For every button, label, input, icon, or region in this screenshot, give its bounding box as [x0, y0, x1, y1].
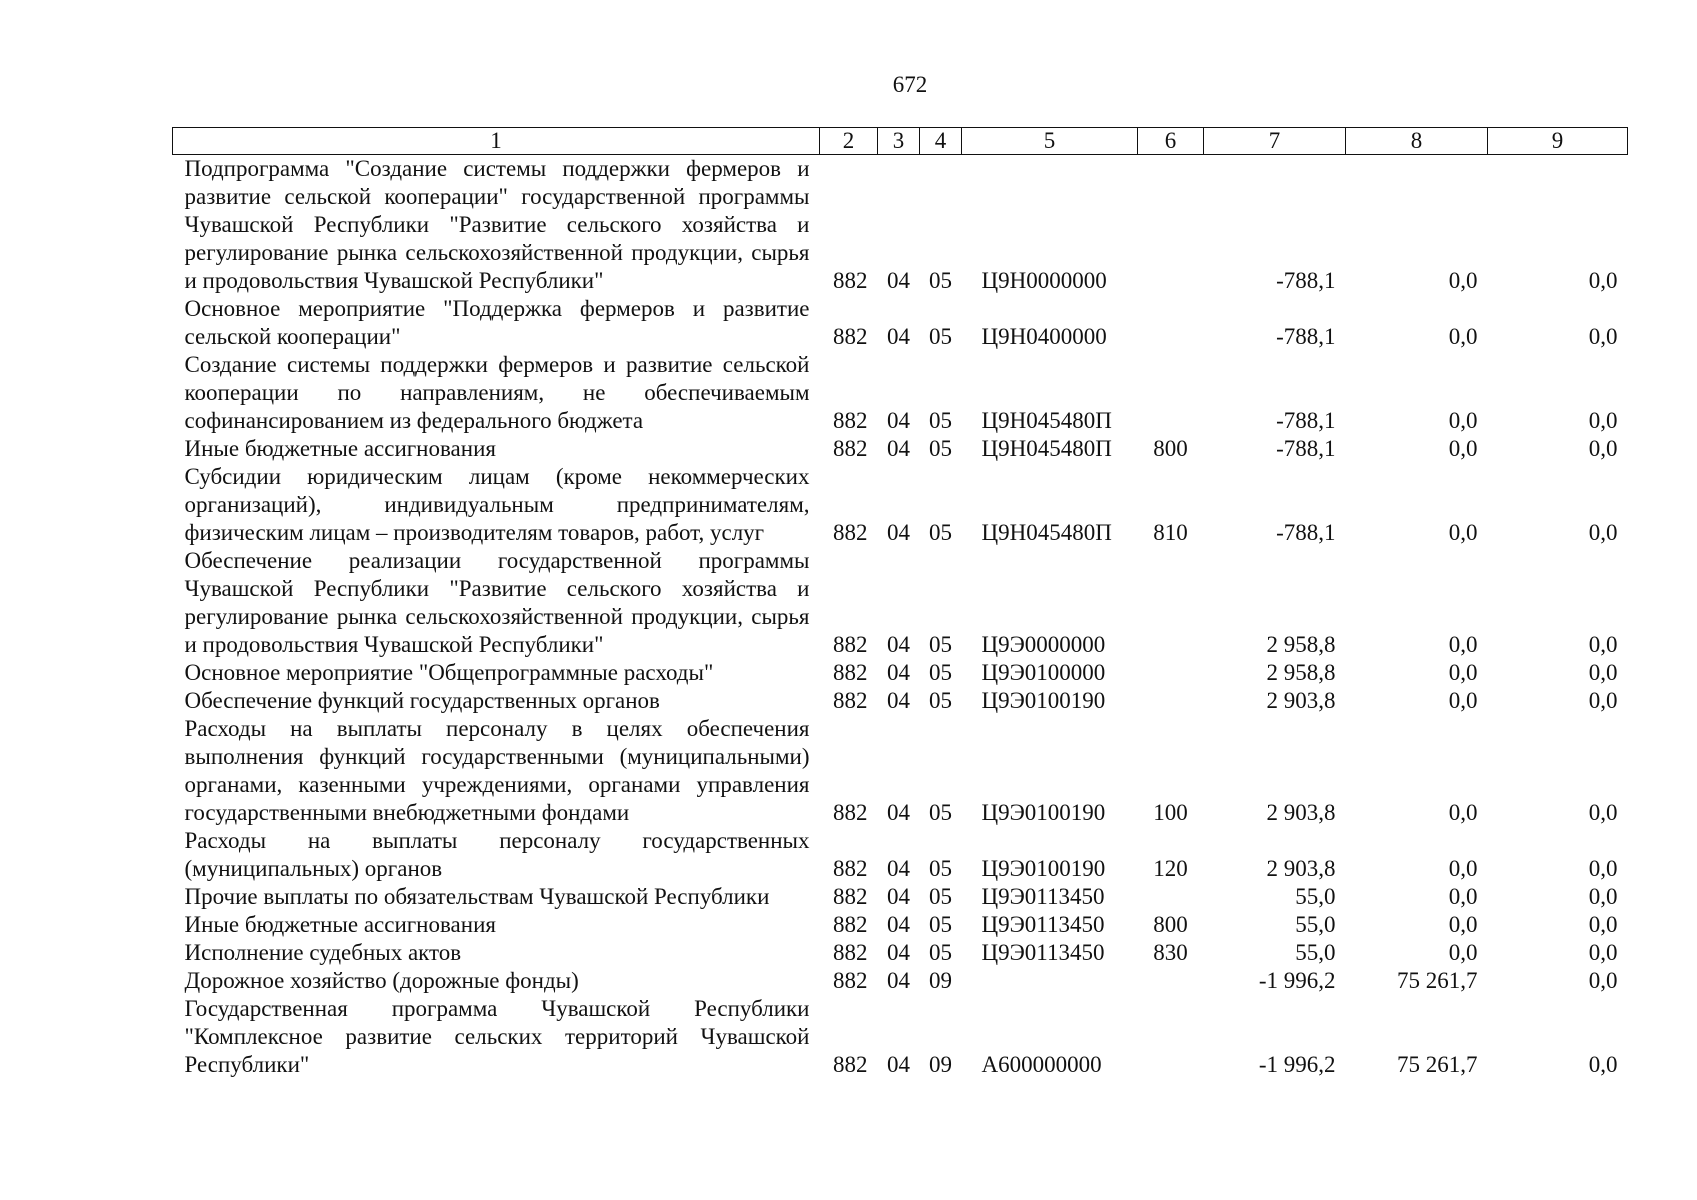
row-expense-type: 120	[1153, 856, 1188, 881]
row-amount-col9: 0,0	[1588, 436, 1618, 461]
row-amount-col9: 0,0	[1588, 800, 1618, 825]
row-expense-type	[1138, 155, 1204, 296]
row-section-code: 04	[887, 660, 910, 685]
row-amount-col7: 2 958,8	[1266, 632, 1336, 657]
row-subsection-code: 05	[929, 912, 952, 937]
row-amount-col8: 0,0	[1448, 268, 1478, 293]
row-subsection-code: 05	[929, 884, 952, 909]
row-ministry-code: 882	[833, 800, 868, 825]
row-subsection-code: 05	[929, 268, 952, 293]
row-amount-col8: 0,0	[1448, 632, 1478, 657]
row-amount-col7: 2 903,8	[1266, 856, 1336, 881]
row-target-article: Ц9Э0100000	[981, 660, 1106, 685]
table-row	[173, 351, 1628, 435]
header-col-6: 6	[1138, 128, 1204, 155]
row-description: Основное мероприятие "Поддержка фермеров и развитие сельской кооперации"	[184, 296, 810, 349]
row-section-code: 04	[887, 968, 910, 993]
row-section-code: 04	[887, 632, 910, 657]
table-row	[173, 155, 1628, 296]
row-expense-type	[1138, 995, 1204, 1079]
row-amount-col7: -1 996,2	[1258, 968, 1336, 993]
row-amount-col7: -788,1	[1276, 268, 1336, 293]
row-target-article: Ц9Н045480П	[981, 408, 1112, 433]
row-amount-col9: 0,0	[1588, 940, 1618, 965]
header-col-1: 1	[173, 128, 820, 155]
table-row	[173, 995, 1628, 1079]
row-amount-col7: 2 903,8	[1266, 688, 1336, 713]
row-section-code: 04	[887, 940, 910, 965]
row-amount-col7: 55,0	[1295, 912, 1336, 937]
row-expense-type	[1138, 883, 1204, 911]
row-description: Подпрограмма "Создание системы поддержки фермеров и развитие сельской кооперации" государственной программы Чувашской Республики "Развитие сельского хозяйства и регулирование рынка сельскохозяйственной продукции, сырья и продовольствия Чувашской Республики"	[184, 156, 810, 293]
row-amount-col7: -788,1	[1276, 436, 1336, 461]
row-expense-type	[1138, 547, 1204, 659]
page-number: 672	[892, 72, 928, 97]
row-section-code: 04	[887, 688, 910, 713]
row-amount-col7: -1 996,2	[1258, 1052, 1336, 1077]
row-target-article: Ц9Н045480П	[981, 436, 1112, 461]
row-expense-type: 810	[1153, 520, 1188, 545]
row-target-article	[962, 967, 1138, 995]
row-amount-col7: -788,1	[1276, 324, 1336, 349]
row-amount-col8: 0,0	[1448, 436, 1478, 461]
row-expense-type	[1138, 295, 1204, 351]
row-target-article: Ц9Э0113450	[981, 884, 1105, 909]
table-body	[173, 155, 1628, 1080]
row-ministry-code: 882	[833, 520, 868, 545]
budget-table	[172, 127, 1628, 1079]
table-row	[173, 547, 1628, 659]
row-ministry-code: 882	[833, 436, 868, 461]
row-section-code: 04	[887, 268, 910, 293]
row-description: Расходы на выплаты персоналу в целях обеспечения выполнения функций государственными (муниципальными) органами, казенными учреждениями, органами управления государственными внебюджетными фондами	[184, 716, 810, 825]
row-description: Иные бюджетные ассигнования	[184, 912, 496, 937]
row-amount-col9: 0,0	[1588, 660, 1618, 685]
row-subsection-code: 09	[929, 968, 952, 993]
row-amount-col7: 2 903,8	[1266, 800, 1336, 825]
row-description: Субсидии юридическим лицам (кроме некоммерческих организаций), индивидуальным предпринимателям, физическим лицам – производителям товаров, работ, услуг	[184, 464, 810, 545]
row-target-article: Ц9Н045480П	[981, 520, 1112, 545]
row-description: Обеспечение функций государственных органов	[184, 688, 660, 713]
row-amount-col9: 0,0	[1588, 1052, 1618, 1077]
row-amount-col8: 0,0	[1448, 912, 1478, 937]
row-ministry-code: 882	[833, 912, 868, 937]
row-ministry-code: 882	[833, 632, 868, 657]
row-amount-col9: 0,0	[1588, 324, 1618, 349]
row-target-article: Ц9Н0400000	[981, 324, 1107, 349]
row-ministry-code: 882	[833, 268, 868, 293]
row-subsection-code: 05	[929, 632, 952, 657]
row-section-code: 04	[887, 1052, 910, 1077]
row-amount-col9: 0,0	[1588, 408, 1618, 433]
table-row	[173, 715, 1628, 827]
row-amount-col8: 75 261,7	[1397, 968, 1478, 993]
row-subsection-code: 05	[929, 660, 952, 685]
row-target-article: Ц9Э0100190	[981, 800, 1106, 825]
table-row	[173, 911, 1628, 939]
row-ministry-code: 882	[833, 324, 868, 349]
table-row	[173, 295, 1628, 351]
row-target-article: Ц9Э0100190	[981, 856, 1106, 881]
row-expense-type: 100	[1153, 800, 1188, 825]
row-section-code: 04	[887, 436, 910, 461]
row-description: Основное мероприятие "Общепрограммные расходы"	[184, 660, 714, 685]
row-amount-col9: 0,0	[1588, 912, 1618, 937]
row-description: Расходы на выплаты персоналу государственных (муниципальных) органов	[184, 828, 810, 881]
row-amount-col8: 75 261,7	[1397, 1052, 1478, 1077]
table-row	[173, 883, 1628, 911]
row-amount-col9: 0,0	[1588, 968, 1618, 993]
row-expense-type: 800	[1153, 436, 1188, 461]
row-amount-col8: 0,0	[1448, 688, 1478, 713]
row-subsection-code: 05	[929, 688, 952, 713]
row-expense-type	[1138, 687, 1204, 715]
header-col-4: 4	[920, 128, 962, 155]
row-subsection-code: 05	[929, 408, 952, 433]
row-amount-col7: -788,1	[1276, 520, 1336, 545]
row-amount-col9: 0,0	[1588, 520, 1618, 545]
row-section-code: 04	[887, 884, 910, 909]
row-description: Обеспечение реализации государственной программы Чувашской Республики "Развитие сельского хозяйства и регулирование рынка сельскохозяйственной продукции, сырья и продовольствия Чувашской Республики"	[184, 548, 810, 657]
table-row	[173, 463, 1628, 547]
row-section-code: 04	[887, 800, 910, 825]
row-target-article: Ц9Э0113450	[981, 912, 1105, 937]
table-row	[173, 827, 1628, 883]
row-amount-col8: 0,0	[1448, 520, 1478, 545]
header-col-5: 5	[962, 128, 1138, 155]
row-ministry-code: 882	[833, 968, 868, 993]
row-amount-col7: -788,1	[1276, 408, 1336, 433]
row-amount-col8: 0,0	[1448, 408, 1478, 433]
table-row	[173, 659, 1628, 687]
row-target-article: А600000000	[981, 1052, 1102, 1077]
header-col-9: 9	[1488, 128, 1628, 155]
table-row	[173, 435, 1628, 463]
header-col-7: 7	[1204, 128, 1346, 155]
row-ministry-code: 882	[833, 856, 868, 881]
row-description: Государственная программа Чувашской Республики "Комплексное развитие сельских территорий Чувашской Республики"	[184, 996, 810, 1077]
table-row	[173, 687, 1628, 715]
row-ministry-code: 882	[833, 884, 868, 909]
row-section-code: 04	[887, 912, 910, 937]
row-section-code: 04	[887, 520, 910, 545]
row-subsection-code: 05	[929, 940, 952, 965]
row-amount-col7: 55,0	[1295, 884, 1336, 909]
row-description: Прочие выплаты по обязательствам Чувашской Республики	[184, 884, 770, 909]
row-target-article: Ц9Э0100190	[981, 688, 1106, 713]
row-amount-col9: 0,0	[1588, 884, 1618, 909]
row-amount-col8: 0,0	[1448, 660, 1478, 685]
row-ministry-code: 882	[833, 940, 868, 965]
row-subsection-code: 05	[929, 520, 952, 545]
row-description: Создание системы поддержки фермеров и развитие сельской кооперации по направлениям, не обеспечиваемым софинансированием из федерального бюджета	[184, 352, 810, 433]
row-amount-col8: 0,0	[1448, 940, 1478, 965]
header-col-3: 3	[878, 128, 920, 155]
row-subsection-code: 05	[929, 436, 952, 461]
row-amount-col8: 0,0	[1448, 856, 1478, 881]
row-target-article: Ц9Н0000000	[981, 268, 1107, 293]
row-ministry-code: 882	[833, 408, 868, 433]
row-description: Дорожное хозяйство (дорожные фонды)	[184, 968, 579, 993]
row-amount-col8: 0,0	[1448, 884, 1478, 909]
row-amount-col8: 0,0	[1448, 800, 1478, 825]
row-subsection-code: 05	[929, 856, 952, 881]
row-subsection-code: 09	[929, 1052, 952, 1077]
row-amount-col9: 0,0	[1588, 688, 1618, 713]
row-amount-col7: 2 958,8	[1266, 660, 1336, 685]
row-amount-col9: 0,0	[1588, 268, 1618, 293]
header-row	[173, 128, 1628, 155]
row-description: Иные бюджетные ассигнования	[184, 436, 496, 461]
row-target-article: Ц9Э0113450	[981, 940, 1105, 965]
row-target-article: Ц9Э0000000	[981, 632, 1106, 657]
row-amount-col9: 0,0	[1588, 856, 1618, 881]
row-subsection-code: 05	[929, 324, 952, 349]
row-section-code: 04	[887, 408, 910, 433]
header-col-8: 8	[1346, 128, 1488, 155]
row-ministry-code: 882	[833, 688, 868, 713]
row-subsection-code: 05	[929, 800, 952, 825]
header-col-2: 2	[820, 128, 878, 155]
row-section-code: 04	[887, 856, 910, 881]
row-amount-col8: 0,0	[1448, 324, 1478, 349]
row-expense-type: 830	[1153, 940, 1188, 965]
row-ministry-code: 882	[833, 660, 868, 685]
row-expense-type	[1138, 351, 1204, 435]
row-amount-col7: 55,0	[1295, 940, 1336, 965]
table-row	[173, 939, 1628, 967]
row-amount-col9: 0,0	[1588, 632, 1618, 657]
row-description: Исполнение судебных актов	[184, 940, 462, 965]
row-section-code: 04	[887, 324, 910, 349]
table-row	[173, 967, 1628, 995]
row-expense-type	[1138, 659, 1204, 687]
row-expense-type: 800	[1153, 912, 1188, 937]
row-expense-type	[1138, 967, 1204, 995]
row-ministry-code: 882	[833, 1052, 868, 1077]
